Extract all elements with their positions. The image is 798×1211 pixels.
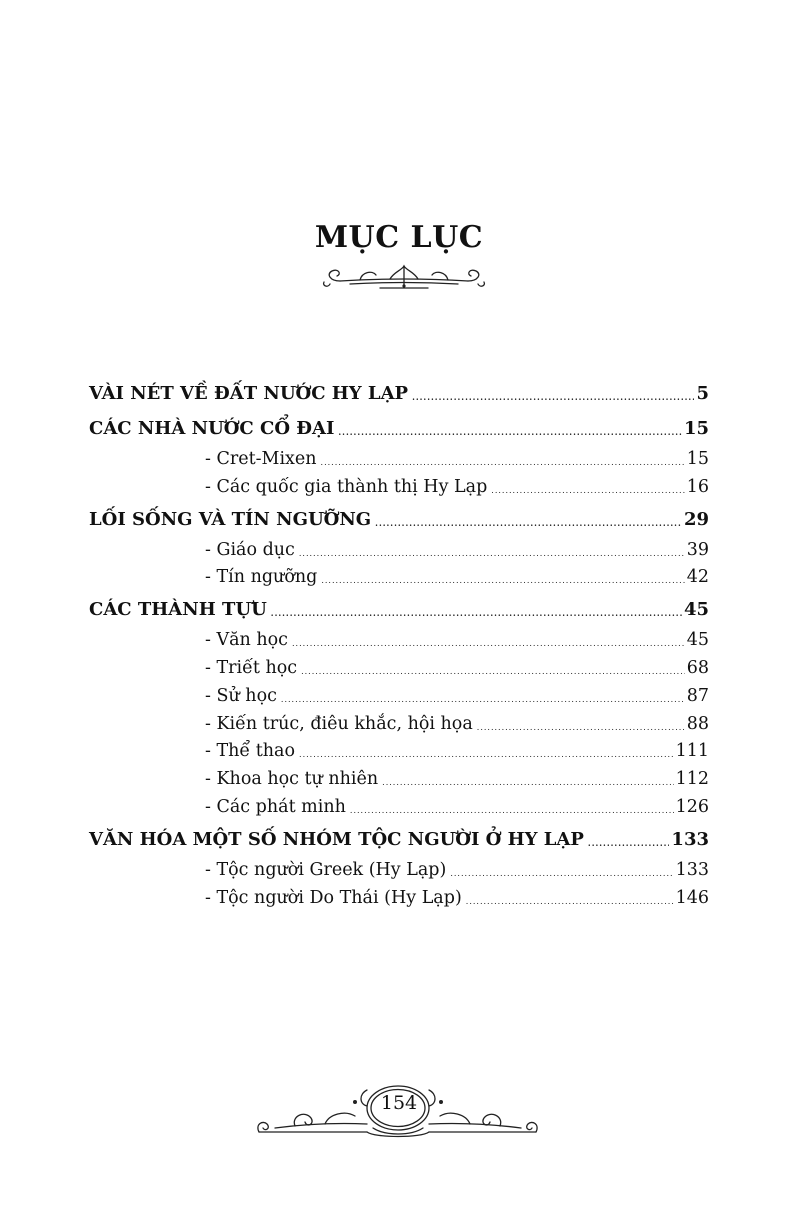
dot-leader [450,860,673,888]
toc-entry-title: VĂN HÓA MỘT SỐ NHÓM TỘC NGƯỜI Ở HY LẠP [89,828,584,850]
toc-entry-title: - Văn học [205,630,288,651]
toc-subsection-row[interactable] [89,885,709,913]
toc-subsection-row[interactable] [89,446,709,474]
dot-leader [271,596,682,630]
toc-entry-title: - Tín ngưỡng [205,567,318,588]
dot-leader [350,797,674,825]
toc-page-number: 88 [686,713,709,734]
toc-page-number: 42 [686,567,709,588]
toc-entry-title: CÁC THÀNH TỰU [89,599,267,621]
toc-page-number: 133 [675,859,709,880]
toc-entry-title: - Triết học [205,657,298,678]
dot-leader [375,506,682,540]
toc-page-number: 111 [675,741,709,762]
dot-leader [292,630,685,658]
dot-leader [338,415,682,449]
toc-subsection-row[interactable] [89,564,709,592]
toc-page-number: 29 [683,508,709,530]
toc-page-number: 126 [675,796,709,817]
dot-leader [301,658,685,686]
dot-leader [412,380,694,414]
toc-page-number: 87 [686,685,709,706]
toc-page-number: 45 [683,599,709,621]
toc-entry-title: - Tộc người Greek (Hy Lạp) [205,859,447,880]
toc-page-number: 133 [671,828,709,850]
dot-leader [382,769,673,797]
toc-subsection-row[interactable] [89,738,709,766]
dot-leader [321,567,684,595]
dot-leader [491,477,684,505]
toc-page-number: 146 [675,887,709,908]
toc-chapter-row[interactable] [89,593,709,627]
dot-leader [299,540,685,568]
toc-page-number: 15 [683,418,709,439]
toc-entry-title: - Cret-Mixen [205,449,317,469]
toc-subsection-row[interactable] [89,794,709,822]
toc-entry-title: - Kiến trúc, điêu khắc, hội họa [205,713,473,734]
toc-page-number: 45 [686,630,709,651]
table-of-contents [89,376,709,912]
toc-subsection-row[interactable] [89,711,709,739]
dot-leader [477,714,685,742]
toc-entry-title: VÀI NÉT VỀ ĐẤT NƯỚC HY LẠP [89,383,409,404]
toc-page-number: 16 [686,476,709,497]
toc-subsection-row[interactable] [89,683,709,711]
toc-entry-title: - Các phát minh [205,796,346,817]
toc-chapter-row[interactable] [89,503,709,537]
dot-leader [281,686,685,714]
toc-entry-title: - Các quốc gia thành thị Hy Lạp [205,476,488,497]
page-number: 154 [380,1092,418,1114]
toc-entry-title: CÁC NHÀ NƯỚC CỔ ĐẠI [89,418,335,439]
dot-leader [588,826,670,860]
toc-page-number: 39 [686,539,709,560]
dot-leader [466,888,674,916]
dot-leader [299,741,674,769]
toc-chapter-row[interactable] [89,377,709,411]
toc-subsection-row[interactable] [89,474,709,502]
toc-entry-title: - Khoa học tự nhiên [205,769,379,790]
toc-subsection-row[interactable] [89,857,709,885]
title-flourish-ornament [320,262,488,292]
toc-entry-title: LỐI SỐNG VÀ TÍN NGƯỠNG [89,508,372,530]
toc-chapter-row[interactable] [89,823,709,857]
toc-subsection-row[interactable] [89,766,709,794]
toc-chapter-row[interactable] [89,412,709,446]
toc-entry-title: - Sử học [205,685,277,706]
toc-page-number: 15 [686,449,709,469]
toc-page-number: 68 [686,657,709,678]
toc-page-number: 112 [675,769,709,790]
toc-subsection-row[interactable] [89,627,709,655]
toc-subsection-row[interactable] [89,655,709,683]
toc-entry-title: - Tộc người Do Thái (Hy Lạp) [205,887,462,908]
toc-page-number: 5 [696,383,709,404]
toc-subsection-row[interactable] [89,537,709,565]
toc-entry-title: - Thể thao [205,741,296,762]
page-title: MỤC LỤC [314,220,484,255]
dot-leader [321,449,685,477]
toc-entry-title: - Giáo dục [205,539,295,560]
